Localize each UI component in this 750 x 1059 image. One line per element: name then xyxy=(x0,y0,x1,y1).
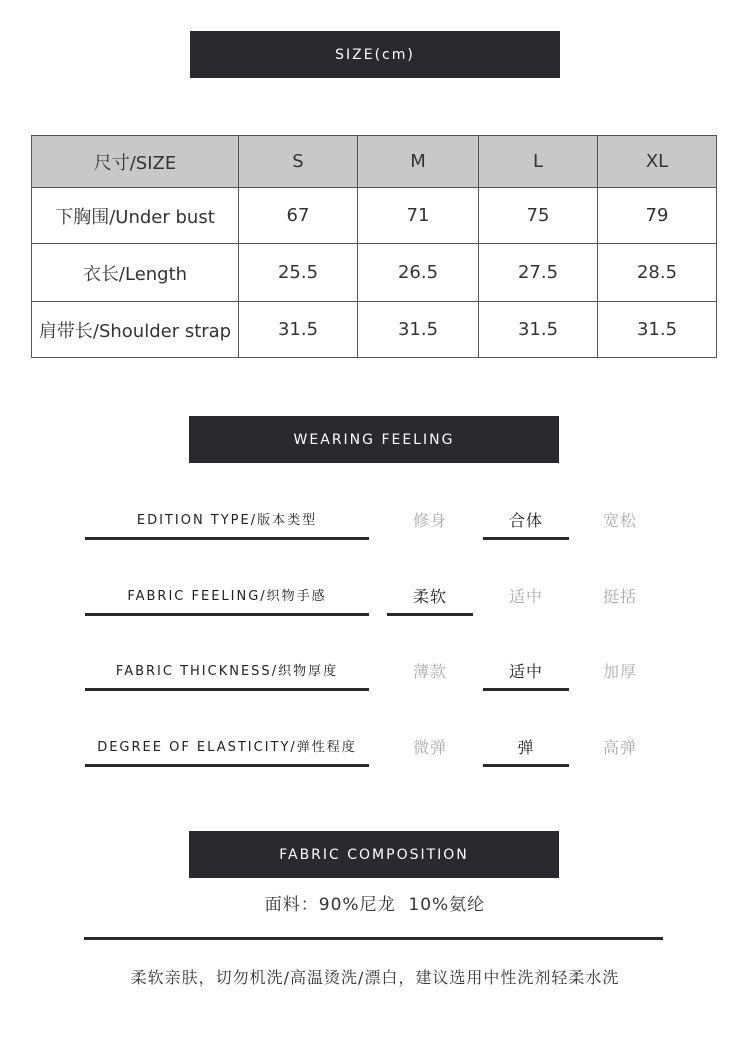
table-row xyxy=(32,244,717,302)
table-cell: 31.5 xyxy=(239,302,358,358)
feel-option: 适中 xyxy=(483,661,569,691)
fabric-composition-title: FABRIC COMPOSITION xyxy=(279,846,469,863)
wearing-feeling-title: WEARING FEELING xyxy=(293,431,455,448)
header-cell: S xyxy=(239,136,358,188)
feel-label: FABRIC FEELING/织物手感 xyxy=(85,586,369,616)
table-cell: 26.5 xyxy=(358,244,479,302)
size-table xyxy=(31,135,717,358)
table-cell: 31.5 xyxy=(598,302,717,358)
feel-option: 修身 xyxy=(412,511,447,530)
table-row xyxy=(32,302,717,358)
table-cell: 27.5 xyxy=(479,244,598,302)
fabric-thickness-row xyxy=(0,661,750,701)
feel-label: EDITION TYPE/版本类型 xyxy=(85,510,369,540)
table-cell: 28.5 xyxy=(598,244,717,302)
header-cell: XL xyxy=(598,136,717,188)
table-cell: 31.5 xyxy=(358,302,479,358)
divider xyxy=(84,937,663,940)
feel-option: 合体 xyxy=(483,510,569,540)
header-cell: L xyxy=(479,136,598,188)
table-cell: 25.5 xyxy=(239,244,358,302)
table-cell: 79 xyxy=(598,188,717,244)
feel-option: 适中 xyxy=(508,587,543,606)
size-table-header xyxy=(32,136,717,188)
edition-type-row xyxy=(0,510,750,550)
wearing-feeling-banner xyxy=(189,416,559,463)
feel-option: 柔软 xyxy=(387,586,473,616)
table-cell: 31.5 xyxy=(479,302,598,358)
row-label: 肩带长/Shoulder strap xyxy=(32,302,239,358)
feel-option: 高弹 xyxy=(602,738,637,757)
feel-option: 微弹 xyxy=(412,738,447,757)
row-label: 衣长/Length xyxy=(32,244,239,302)
header-cell: M xyxy=(358,136,479,188)
care-instructions: 柔软亲肤，切勿机洗/高温烫洗/漂白，建议选用中性洗剂轻柔水洗 xyxy=(130,968,620,987)
feel-option: 薄款 xyxy=(412,662,447,681)
fabric-feeling-row xyxy=(0,586,750,626)
size-banner xyxy=(190,31,560,78)
feel-label: DEGREE OF ELASTICITY/弹性程度 xyxy=(85,737,369,767)
table-cell: 67 xyxy=(239,188,358,244)
composition-text: 面料：90%尼龙 10%氨纶 xyxy=(264,895,486,915)
elasticity-row xyxy=(0,737,750,777)
feel-option: 挺括 xyxy=(602,587,637,606)
feel-option: 弹 xyxy=(483,737,569,767)
row-label: 下胸围/Under bust xyxy=(32,188,239,244)
header-cell: 尺寸/SIZE xyxy=(32,136,239,188)
size-banner-title: SIZE(cm) xyxy=(335,46,415,63)
table-cell: 75 xyxy=(479,188,598,244)
feel-label: FABRIC THICKNESS/织物厚度 xyxy=(85,661,369,691)
table-cell: 71 xyxy=(358,188,479,244)
feel-option: 加厚 xyxy=(602,662,637,681)
fabric-composition-banner xyxy=(189,831,559,878)
table-row xyxy=(32,188,717,244)
feel-option: 宽松 xyxy=(602,511,637,530)
